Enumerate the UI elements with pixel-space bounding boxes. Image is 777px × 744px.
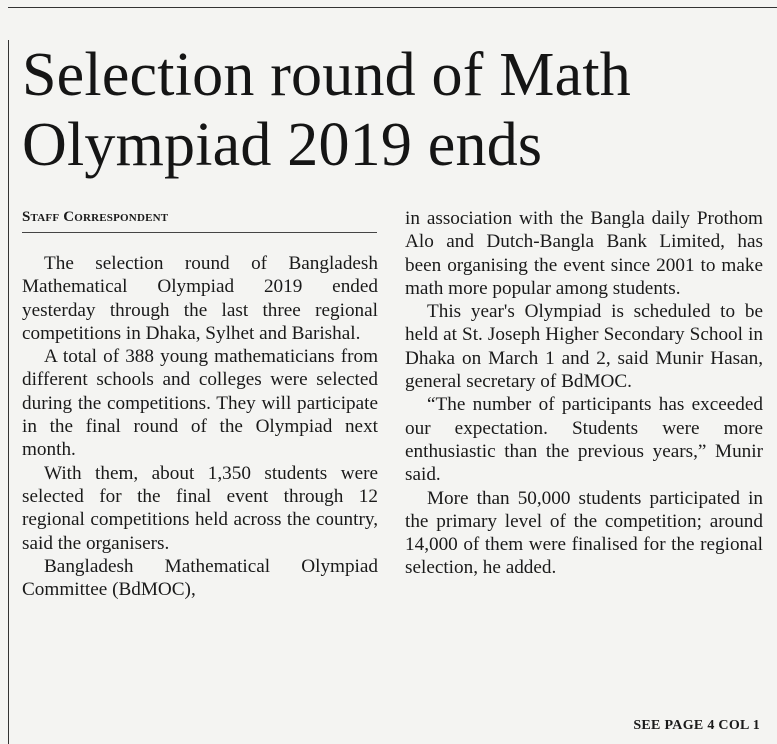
headline: Selection round of Math Olympiad 2019 ends: [22, 41, 631, 179]
left-column-rule: [8, 40, 9, 744]
paragraph: This year's Olympiad is scheduled to be held at St. Joseph Higher Secondary School in Dhaka on March 1 and 2, said Munir Hasan, general secretary of BdMOC.: [405, 301, 763, 393]
article-column-left: [22, 252, 378, 601]
paragraph: in association with the Bangla daily Prothom Alo and Dutch-Bangla Bank Limited, has been organising the event since 2001 to make math more popular among students.: [405, 208, 763, 299]
continued-on-page: SEE PAGE 4 COL 1: [633, 718, 760, 733]
paragraph: With them, about 1,350 students were selected for the final event through 12 regional competitions held across the country, said the organisers.: [22, 462, 378, 554]
top-rule: [8, 7, 777, 8]
paragraph: Bangladesh Mathematical Olympiad Committee (BdMOC),: [22, 555, 378, 601]
paragraph: A total of 388 young mathematicians from different schools and colleges were selected during the competitions. They will participate in the final round of the Olympiad next month.: [22, 346, 378, 461]
paragraph: The selection round of Bangladesh Mathematical Olympiad 2019 ended yesterday through the last three regional competitions in Dhaka, Sylhet and Barishal.: [22, 253, 378, 344]
paragraph: More than 50,000 students participated in the primary level of the competition; around 14,000 of them were finalised for the regional selection, he added.: [405, 487, 763, 579]
byline: Staff Correspondent: [22, 209, 377, 233]
paragraph: “The number of participants has exceeded our expectation. Students were more enthusiastic than the previous years,” Munir said.: [405, 394, 763, 486]
article-column-right: [405, 207, 763, 580]
